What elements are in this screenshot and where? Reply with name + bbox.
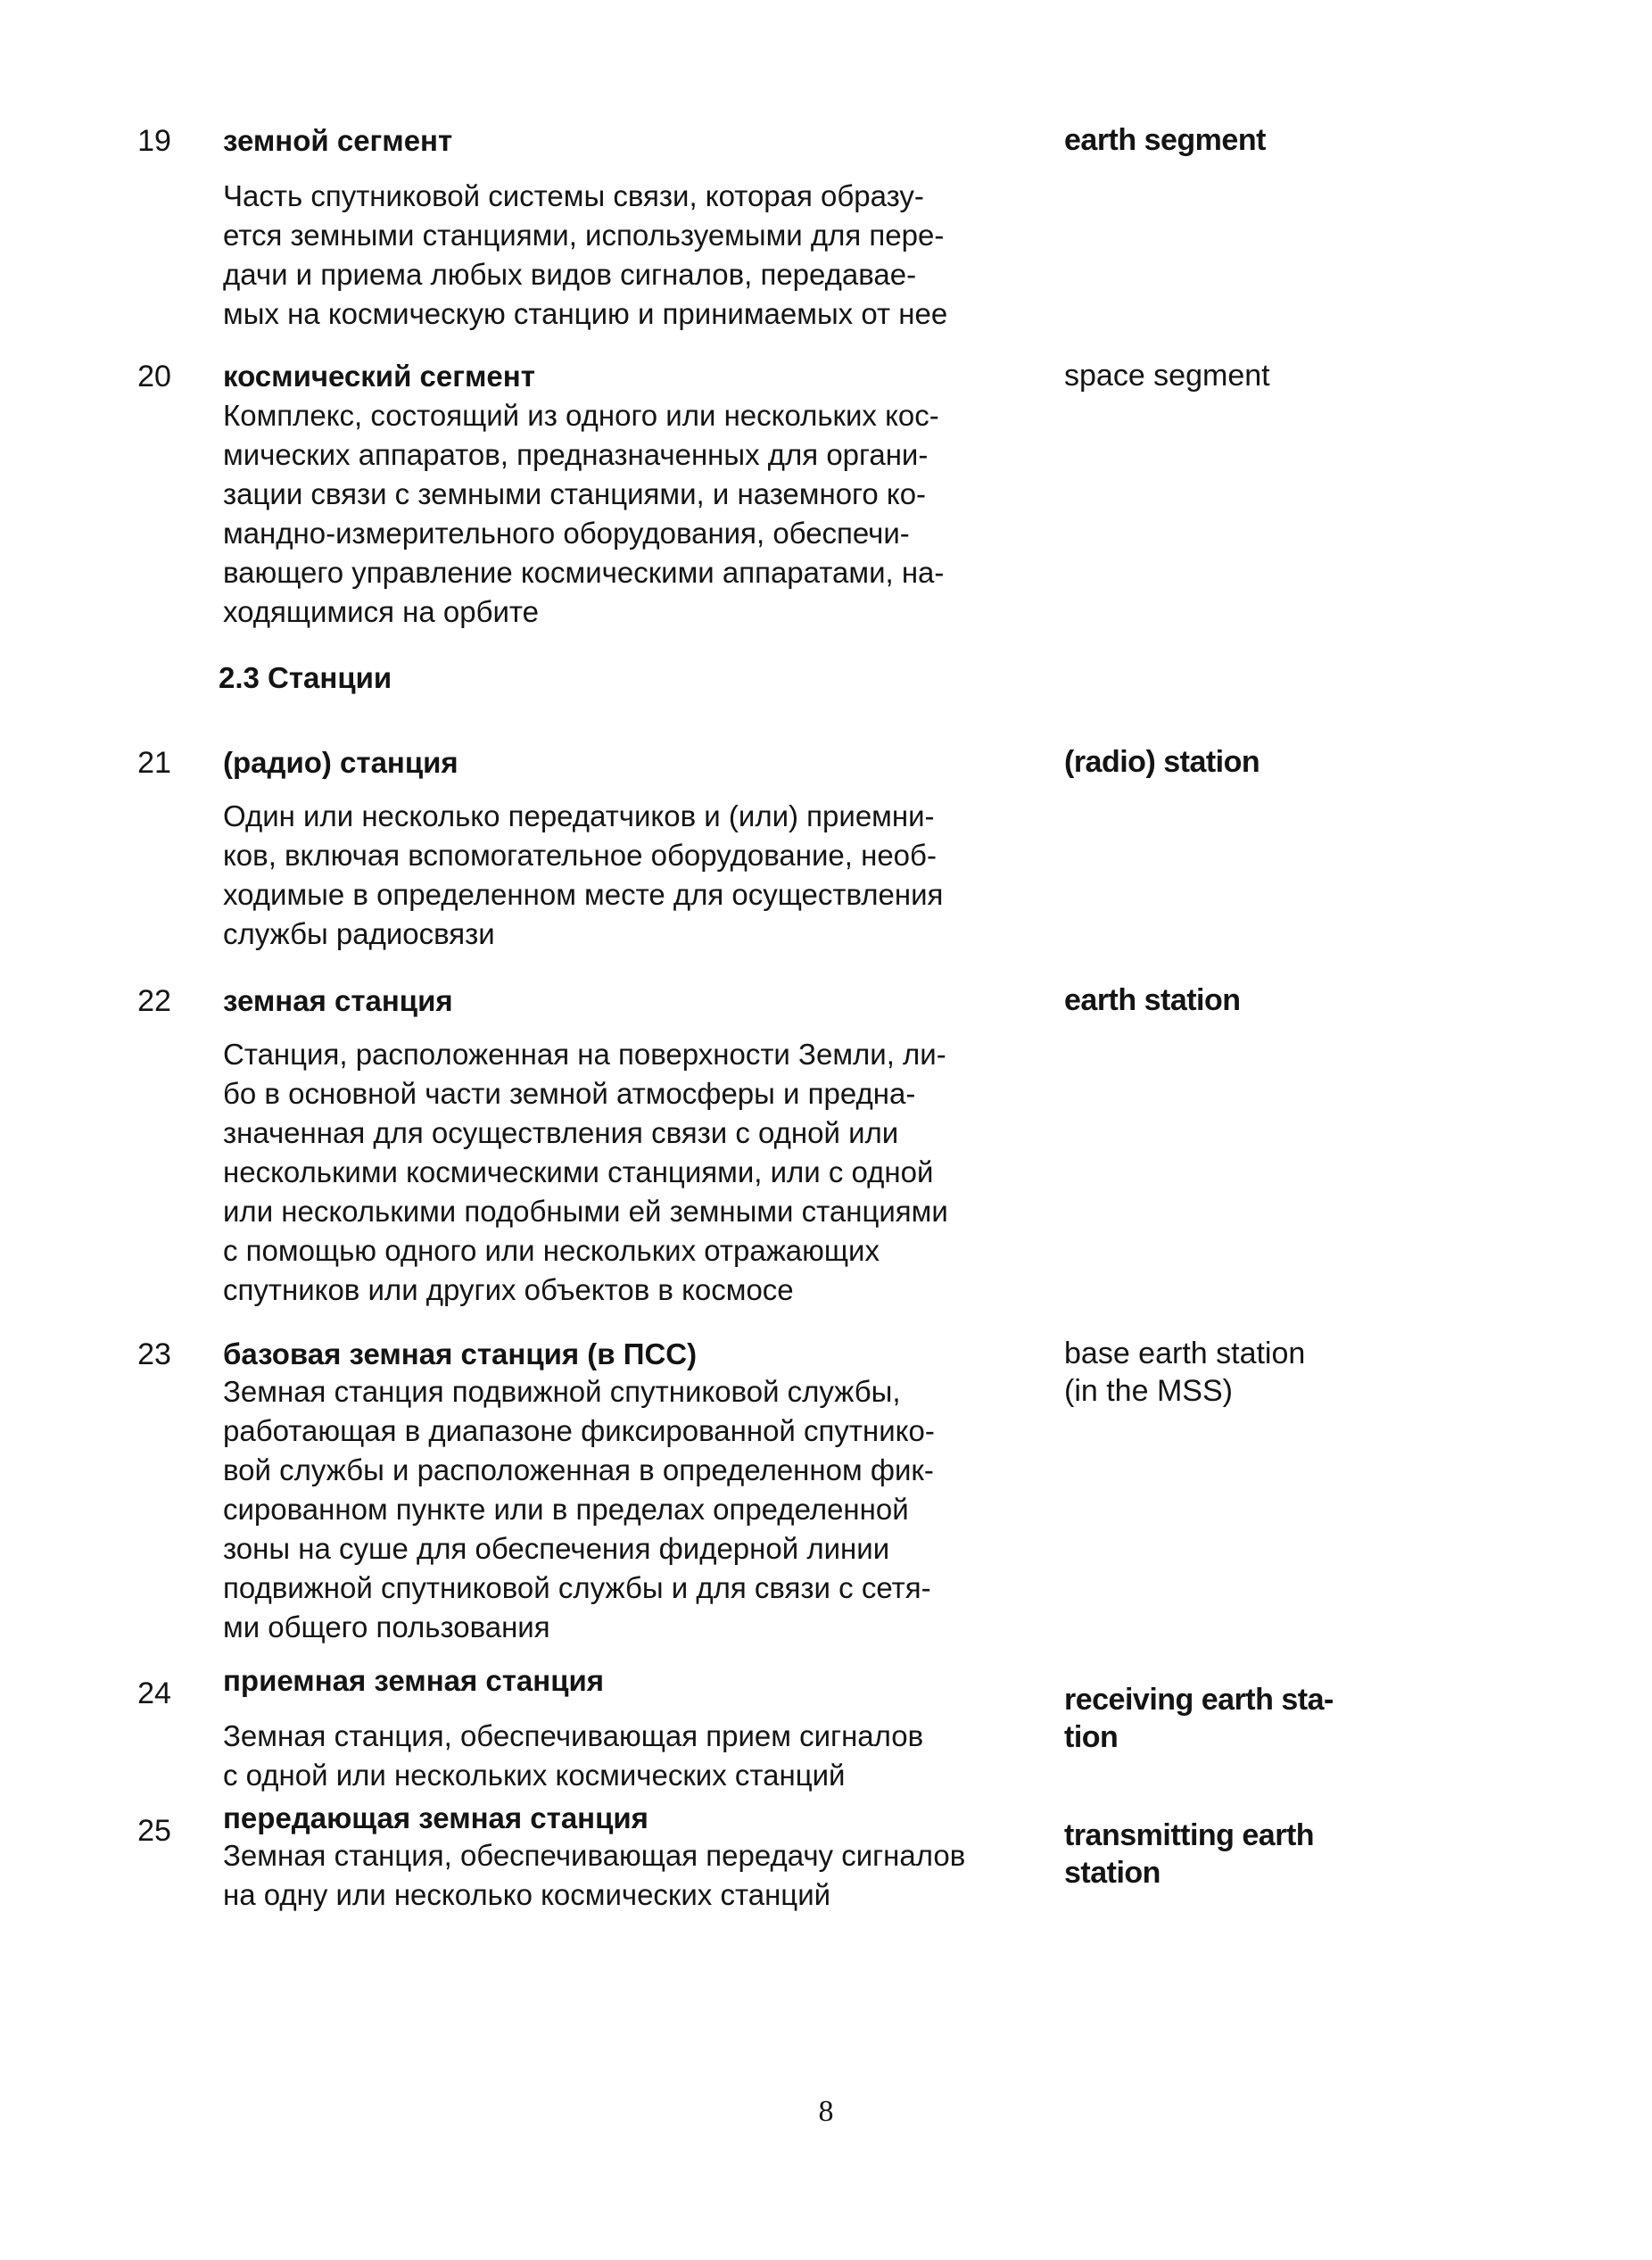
term-definition: Один или несколько передатчиков и (или) приемни- ков, включая вспомогательное оборудование, необ- ходимые в определенном месте для осуществления службы радиосвязи — [223, 799, 944, 950]
entry-number: 19 — [137, 124, 171, 158]
term-en: earth segment — [1064, 123, 1266, 157]
term-ru: космический сегмент — [223, 360, 535, 393]
entry-number: 22 — [137, 984, 171, 1018]
entry-number: 25 — [137, 1814, 171, 1848]
entry-number: 21 — [137, 746, 171, 780]
term-definition: Земная станция подвижной спутниковой службы, работающая в диапазоне фиксированной спутнико- вой службы и расположенная в определенном фик- сированном пункте или в пределах определенной зоны на суше для обеспечения фидерной линии подвижной спутниковой службы и для связи с сетя- ми общего пользования — [223, 1375, 935, 1643]
page-number: 8 — [818, 2095, 834, 2128]
term-en: base earth station (in the MSS) — [1064, 1337, 1306, 1408]
term-en: earth station — [1064, 983, 1241, 1017]
entry-number: 20 — [137, 360, 171, 393]
term-ru: земная станция — [223, 984, 453, 1017]
term-ru: приемная земная станция — [223, 1664, 605, 1697]
term-definition: Земная станция, обеспечивающая передачу сигналов на одну или несколько космических станций — [223, 1839, 966, 1911]
entry-number: 24 — [137, 1676, 171, 1710]
term-definition: Комплекс, состоящий из одного или нескольких кос- мических аппаратов, предназначенных для органи- зации связи с земными станциями, и наземного ко- мандно-измерительного оборудования, обеспечи- вающего управление космическими аппаратами, на- ходящимися на орбите — [223, 399, 945, 628]
term-en: (radio) station — [1064, 745, 1260, 779]
entry-number: 23 — [137, 1337, 171, 1371]
term-definition: Часть спутниковой системы связи, которая образу- ется земными станциями, используемыми для пере- дачи и приема любых видов сигналов, передавае- мых на космическую станцию и принимаемых от нее — [223, 179, 948, 330]
term-en: transmitting earth station — [1064, 1818, 1315, 1890]
term-en: space segment — [1064, 359, 1270, 393]
term-ru: базовая земная станция (в ПСС) — [223, 1337, 698, 1370]
term-definition: Станция, расположенная на поверхности Земли, ли- бо в основной части земной атмосферы и предна- значенная для осуществления связи с одной или несколькими космическими станциями, или с одной или несколькими подобными ей земными станциями с помощью одного или нескольких отражающих спутников или других объектов в космосе — [223, 1038, 948, 1306]
term-ru: земной сегмент — [223, 124, 453, 157]
term-definition: Земная станция, обеспечивающая прием сигналов с одной или нескольких космических станций — [223, 1719, 924, 1792]
term-ru: (радио) станция — [223, 746, 458, 779]
section-heading: 2.3 Станции — [219, 661, 392, 694]
term-ru: передающая земная станция — [223, 1801, 648, 1834]
term-en: receiving earth sta- tion — [1064, 1683, 1334, 1754]
